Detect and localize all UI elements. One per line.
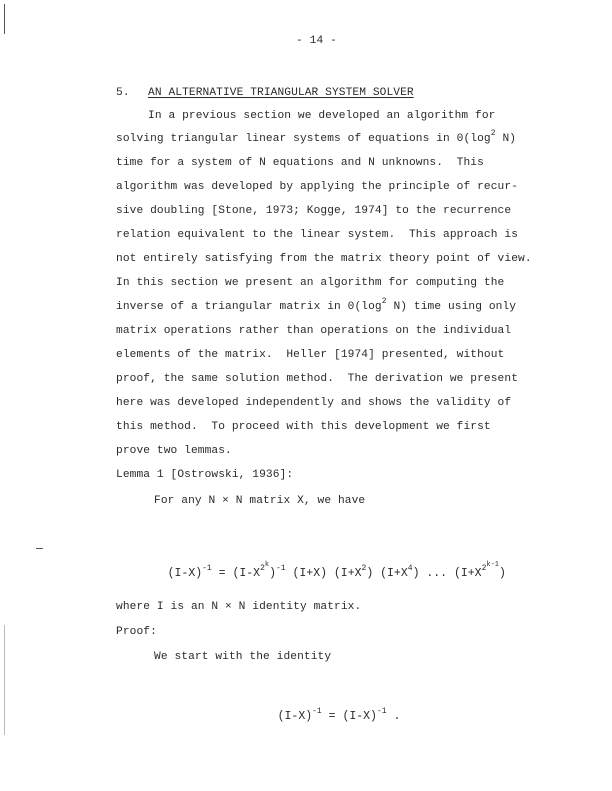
paragraph-line: In a previous section we developed an algorithm for xyxy=(148,110,496,122)
paragraph-line: relation equivalent to the linear system. This approach is xyxy=(116,229,519,241)
scan-mark xyxy=(36,548,43,549)
section-number: 5. xyxy=(116,87,130,99)
equation-proof-identity: $(I-X)^{-1} = (I-X)^{-1}$ . xyxy=(277,707,401,723)
equation-lemma-1: $(I-X)^{-1} = (I-X^{2^k})^{-1}$ (I+X) $(I+X^2)$ $(I+X^4)$ ... $(I+X^{2^{k-1}})$ xyxy=(167,561,506,580)
paragraph-line: time for a system of N equations and N unknowns. This xyxy=(116,157,484,169)
paragraph-line: inverse of a triangular matrix in $0(\log^2$ N) time using only xyxy=(116,297,517,313)
page-number: - 14 - xyxy=(296,35,337,47)
where-line: where I is an N × N identity matrix. xyxy=(116,601,362,613)
paragraph-line: algorithm was developed by applying the principle of recur- xyxy=(116,181,519,193)
lemma-heading: Lemma 1 [Ostrowski, 1936]: xyxy=(116,469,294,481)
paragraph-line: elements of the matrix. Heller [1974] presented, without xyxy=(116,349,505,361)
paragraph-line: this method. To proceed with this development we first xyxy=(116,421,491,433)
proof-line: We start with the identity xyxy=(154,651,332,663)
paragraph-line: In this section we present an algorithm for computing the xyxy=(116,277,505,289)
scan-mark xyxy=(4,4,5,34)
section-title: AN ALTERNATIVE TRIANGULAR SYSTEM SOLVER xyxy=(148,87,414,99)
paragraph-line: proof, the same solution method. The derivation we present xyxy=(116,373,519,385)
paragraph-line: not entirely satisfying from the matrix theory point of view. xyxy=(116,253,532,265)
paragraph-line: solving triangular linear systems of equations in $0(\log^2$ N) xyxy=(116,129,517,145)
paragraph-line: prove two lemmas. xyxy=(116,445,232,457)
paragraph-line: here was developed independently and shows the validity of xyxy=(116,397,512,409)
lemma-statement: For any N × N matrix X, we have xyxy=(154,495,366,507)
scan-mark xyxy=(4,625,5,735)
proof-heading: Proof: xyxy=(116,626,157,638)
paragraph-line: sive doubling [Stone, 1973; Kogge, 1974] to the recurrence xyxy=(116,205,512,217)
paragraph-line: matrix operations rather than operations on the individual xyxy=(116,325,512,337)
